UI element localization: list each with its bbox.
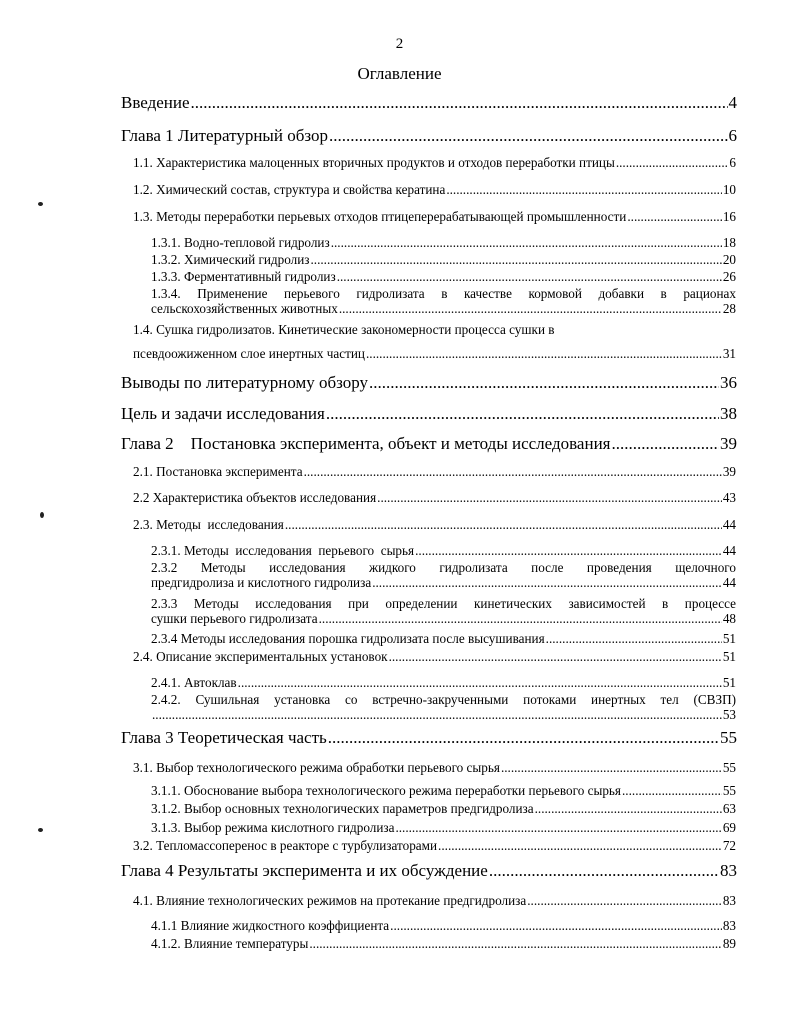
toc-page: 16 [722,209,736,224]
toc-entry-2-1 [133,465,736,480]
toc-entry-1-1 [133,156,736,171]
toc-label: 3.1.2. Выбор основных технологических параметров предгидролиза [151,801,534,816]
toc-page: 43 [722,490,736,505]
toc-page: 18 [722,235,736,250]
scan-speck [38,202,43,206]
toc-label: Глава 3 Теоретическая часть [121,728,327,747]
toc-page: 51 [722,649,736,664]
toc-entry-2-2 [133,491,736,506]
toc-entry-chapter-4 [121,862,737,881]
toc-entry-3-1-1 [151,784,736,799]
toc-entry-3-1-2 [151,802,736,817]
toc-page: 55 [722,783,736,798]
dot-leader [415,544,722,559]
toc-label-line2-row [151,708,736,723]
dot-leader [501,761,722,776]
toc-entry-1-3-2 [151,253,736,268]
toc-entry-2-3-2 [151,561,736,590]
dot-leader [535,802,722,817]
toc-page: 48 [722,610,736,626]
dot-leader [377,491,722,506]
toc-label: 2.4. Описание экспериментальных установок [133,649,388,664]
toc-label-line2-row [151,576,736,591]
dot-leader [285,518,722,533]
toc-label: 4.1.2. Влияние температуры [151,936,309,951]
toc-entry-2-4-2 [151,693,736,722]
toc-page: 39 [722,464,736,479]
toc-page: 31 [722,346,736,361]
toc-label: 2.3. Методы исследования [133,517,284,532]
dot-leader [309,937,721,952]
scan-speck [40,512,44,518]
toc-label: Глава 1 Литературный обзор [121,126,328,145]
dot-leader [310,253,721,268]
toc-label-line1: 2.3.2 Методы исследования жидкого гидролизата после проведения щелочного [151,560,736,575]
toc-entry-2-3 [133,518,736,533]
dot-leader [337,270,722,285]
toc-entry-conclusions [121,374,737,393]
toc-page: 55 [722,760,736,775]
dot-leader [304,465,722,480]
toc-label: Выводы по литературному обзору [121,373,369,392]
toc-label: 3.1.3. Выбор режима кислотного гидролиза [151,820,395,835]
dot-leader [366,347,722,362]
toc-entry-4-1-1 [151,919,736,934]
toc-entry-1-3-1 [151,236,736,251]
toc-label: 2.1. Постановка эксперимента [133,464,303,479]
toc-entry-4-1-2 [151,937,736,952]
toc-page: 10 [722,182,736,197]
toc-page: 83 [722,918,736,933]
dot-leader [369,374,719,393]
toc-page: 6 [729,155,736,170]
toc-page: 38 [720,404,737,423]
toc-page: 39 [720,434,737,453]
dot-leader [331,236,722,251]
dot-leader [389,650,722,665]
toc-page: 4 [728,93,737,112]
scan-speck [38,828,43,832]
toc-label: 2.2 Характеристика объектов исследования [133,490,377,505]
toc-page: 36 [720,373,737,392]
toc-entry-4-1 [133,894,736,909]
toc-label: 3.1. Выбор технологического режима обработки перьевого сырья [133,760,500,775]
dot-leader [152,708,722,723]
dot-leader [489,862,719,881]
toc-page: 69 [722,820,736,835]
dot-leader [372,576,722,591]
toc-label-line1: 2.4.2. Сушильная установка со встречно-закрученными потоками инертных тел (СВЗП) [151,692,736,707]
toc-label: 1.3. Методы переработки перьевых отходов птицеперерабатывающей промышленности [133,209,627,224]
dot-leader [527,894,722,909]
toc-label-line2-row [151,302,736,317]
toc-entry-1-3 [133,210,736,225]
toc-page: 63 [722,801,736,816]
toc-label: Цель и задачи исследования [121,404,325,423]
dot-leader [390,919,722,934]
toc-label-line2-row [151,612,736,627]
toc-label-line2: сушки перьевого гидролизата [151,610,318,626]
toc-page: 44 [722,517,736,532]
toc-page: 51 [722,631,736,646]
toc-entry-1-2 [133,183,736,198]
toc-label: 4.1. Влияние технологических режимов на протекание предгидролиза [133,893,527,908]
toc-page: 53 [722,706,736,722]
dot-leader [438,839,722,854]
toc-label: Глава 4 Результаты эксперимента и их обсуждение [121,861,488,880]
toc-label: 4.1.1 Влияние жидкостного коэффициента [151,918,390,933]
toc-entry-2-4 [133,650,736,665]
toc-label-line1: 1.3.4. Применение перьевого гидролизата в качестве кормовой добавки в рационах [151,286,736,301]
toc-label-line2: сельскохозяйственных животных [151,300,338,316]
toc-label: 1.3.2. Химический гидролиз [151,252,310,267]
toc-entry-chapter-1 [121,127,737,146]
toc-page: 20 [722,252,736,267]
toc-entry-chapter-2 [121,435,737,454]
dot-leader [546,632,722,647]
toc-entry-1-4 [133,347,736,362]
dot-leader [238,676,722,691]
toc-entry-1-3-4 [151,287,736,316]
toc-page: 72 [722,838,736,853]
dot-leader [326,405,719,424]
dot-leader [329,127,728,146]
toc-label-line2: предгидролиза и кислотного гидролиза [151,574,372,590]
toc-label: 2.3.4 Методы исследования порошка гидролизата после высушивания [151,631,545,646]
toc-entry-3-1 [133,761,736,776]
toc-entry-1-4-line1: 1.4. Сушка гидролизатов. Кинетические закономерности процесса сушки в [133,322,555,337]
toc-label: 1.1. Характеристика малоценных вторичных продуктов и отходов переработки птицы [133,155,615,170]
dot-leader [191,94,728,113]
dot-leader [395,821,721,836]
toc-page: 44 [722,574,736,590]
toc-label: 1.3.3. Ферментативный гидролиз [151,269,336,284]
toc-label: Глава 2 Постановка эксперимента, объект и методы исследования [121,434,611,453]
toc-entry-2-4-1 [151,676,736,691]
toc-entry-chapter-3 [121,729,737,748]
toc-label: 1.2. Химический состав, структура и свойства кератина [133,182,446,197]
dot-leader [339,302,722,317]
toc-page: 44 [722,543,736,558]
toc-entry-1-3-3 [151,270,736,285]
toc-label: 3.2. Тепломассоперенос в реакторе с турбулизаторами [133,838,438,853]
toc-entry-3-1-3 [151,821,736,836]
toc-page: 83 [722,893,736,908]
toc-entry-goals [121,405,737,424]
toc-page: 26 [722,269,736,284]
toc-label: Введение [121,93,190,112]
toc-page: 28 [722,300,736,316]
toc-page: 6 [728,126,737,145]
toc-page: 83 [720,861,737,880]
toc-label-line1: 2.3.3 Методы исследования при определении кинетических зависимостей в процессе [151,596,736,611]
dot-leader [616,156,729,171]
toc-label: псевдоожиженном слое инертных частиц [133,346,365,361]
toc-entry-intro [121,94,737,113]
toc-entry-2-3-4 [151,632,736,647]
page-title: Оглавление [357,64,442,83]
toc-entry-2-3-1 [151,544,736,559]
dot-leader [627,210,721,225]
toc-entry-3-2 [133,839,736,854]
dot-leader [328,729,719,748]
toc-page: 51 [722,675,736,690]
page-number: 2 [395,36,404,52]
toc-label: 2.4.1. Автоклав [151,675,237,690]
dot-leader [622,784,722,799]
dot-leader [612,435,720,454]
dot-leader [446,183,722,198]
dot-leader [319,612,722,627]
toc-label: 2.3.1. Методы исследования перьевого сырья [151,543,415,558]
toc-label: 1.3.1. Водно-тепловой гидролиз [151,235,330,250]
toc-page: 89 [722,936,736,951]
toc-label: 3.1.1. Обоснование выбора технологического режима переработки перьевого сырья [151,783,621,798]
toc-entry-2-3-3 [151,597,736,626]
toc-page: 55 [720,728,737,747]
